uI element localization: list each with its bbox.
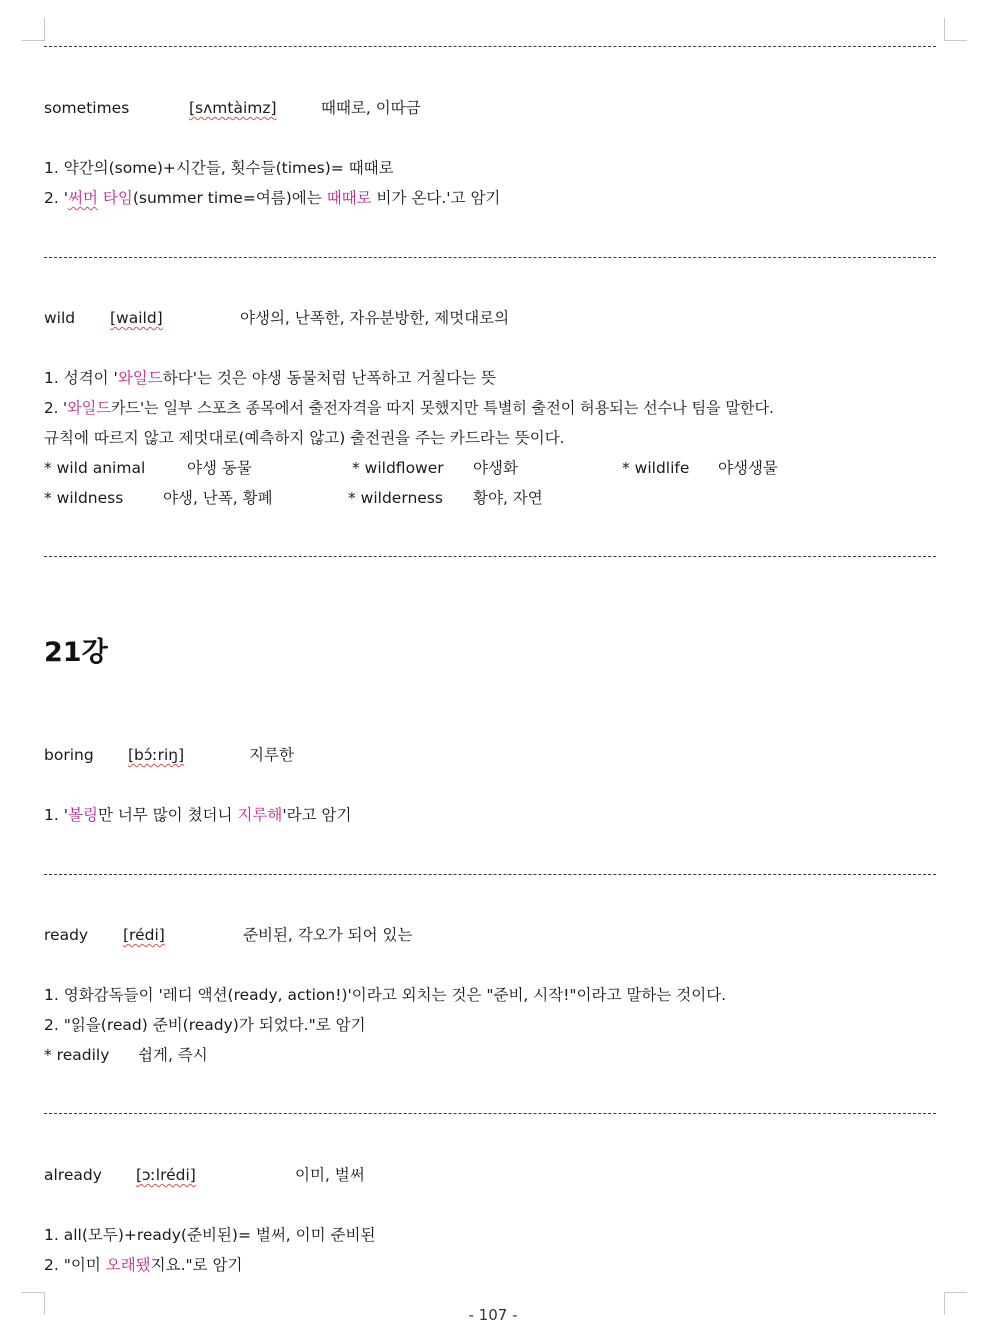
separator <box>44 46 936 47</box>
entry-pronunciation: [rédi] <box>123 926 165 944</box>
derivative-word: * wild animal <box>44 459 146 477</box>
entry-word: wild <box>44 309 76 327</box>
entry-note: 1. 영화감독들이 '레디 액션(ready, action!)'이라고 외치는 것은 "준비, 시작!"이라고 말하는 것이다. <box>44 986 727 1004</box>
entry-meaning: 때때로, 이따금 <box>321 99 421 117</box>
derivative-meaning: 황야, 자연 <box>473 489 543 507</box>
derivative-word: * wilderness <box>348 489 443 507</box>
separator <box>44 1113 936 1114</box>
derivative-word: * readily <box>44 1046 110 1064</box>
page-number: - 107 - <box>468 1306 518 1324</box>
entry-word: ready <box>44 926 89 944</box>
entry-word: already <box>44 1166 102 1184</box>
separator <box>44 874 936 875</box>
derivative-meaning: 야생생물 <box>718 459 778 477</box>
entry-note: 2. '와일드카드'는 일부 스포츠 종목에서 출전자격을 따지 못했지만 특별히 출전이 허용되는 선수나 팀을 말한다. <box>44 399 774 417</box>
entry-word: sometimes <box>44 99 130 117</box>
entry-word: boring <box>44 746 94 764</box>
entry-note: 2. "읽을(read) 준비(ready)가 되었다."로 암기 <box>44 1016 366 1034</box>
entry-meaning: 지루한 <box>249 746 294 764</box>
derivative-word: * wildness <box>44 489 124 507</box>
entry-note: 1. 성격이 '와일드하다'는 것은 야생 동물처럼 난폭하고 거칠다는 뜻 <box>44 369 497 387</box>
lesson-heading: 21강 <box>44 637 108 668</box>
entry-note: 규칙에 따르지 않고 제멋대로(예측하지 않고) 출전권을 주는 카드라는 뜻이다. <box>44 429 565 447</box>
entry-meaning: 준비된, 각오가 되어 있는 <box>243 926 413 944</box>
entry-note: 2. '써머 타임(summer time=여름)에는 때때로 비가 온다.'고 암기 <box>44 189 501 207</box>
entry-meaning: 야생의, 난폭한, 자유분방한, 제멋대로의 <box>240 309 510 327</box>
entry-pronunciation: [ɔːlrédi] <box>136 1166 196 1184</box>
entry-pronunciation: [waild] <box>110 309 163 327</box>
derivative-meaning: 야생화 <box>473 459 518 477</box>
entry-note: 1. all(모두)+ready(준비된)= 벌써, 이미 준비된 <box>44 1226 376 1244</box>
separator <box>44 257 936 258</box>
derivative-meaning: 야생 동물 <box>187 459 252 477</box>
derivative-meaning: 야생, 난폭, 황폐 <box>163 489 273 507</box>
entry-pronunciation: [sʌmtàimz] <box>189 99 277 117</box>
crop-mark-top-right <box>944 18 967 41</box>
entry-note: 2. "이미 오래됐지요."로 암기 <box>44 1256 243 1274</box>
entry-meaning: 이미, 벌써 <box>295 1166 365 1184</box>
entry-pronunciation: [bɔ́ːriŋ] <box>128 746 185 764</box>
crop-mark-top-left <box>22 18 45 41</box>
separator <box>44 556 936 557</box>
entry-note: 1. 약간의(some)+시간들, 횟수들(times)= 때때로 <box>44 159 394 177</box>
derivative-word: * wildflower <box>352 459 444 477</box>
derivative-word: * wildlife <box>622 459 690 477</box>
entry-note: 1. '볼링만 너무 많이 쳤더니 지루해'라고 암기 <box>44 806 352 824</box>
derivative-meaning: 쉽게, 즉시 <box>138 1046 208 1064</box>
